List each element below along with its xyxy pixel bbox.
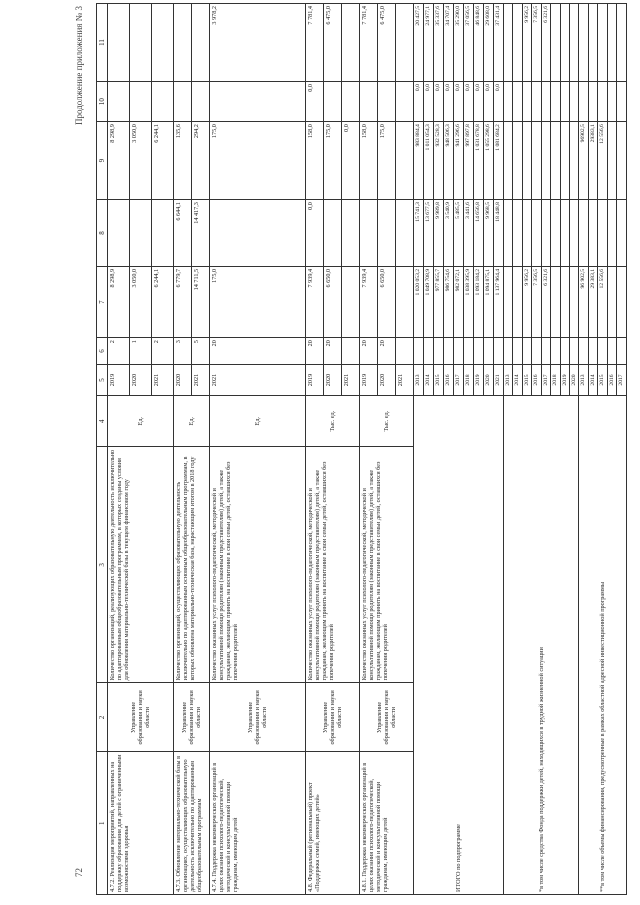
table-cell: 5 485,5 [454,200,464,267]
table-cell: 2016 [607,364,616,395]
table-cell [617,338,626,365]
table-cell: 5 [192,338,210,365]
table-cell [560,266,569,337]
table-cell [541,122,550,200]
table-cell [396,200,414,267]
indicator: Количество организаций, реализующих образовательную деятельность исключительно по адаптированным общеобразовательным программам, в которых созданы условия для обновления материально-технической базы в текущем финансовом году [108,447,174,683]
table-cell: 20 [210,338,306,365]
table-cell [560,4,569,82]
table-cell [588,4,597,82]
table-row [108,4,130,895]
table-cell: 2013 [504,364,513,395]
table-cell: 6 475,0 [378,4,396,82]
table-cell [130,4,152,82]
table-cell [551,122,560,200]
table-cell [588,338,597,365]
table-cell: 7 781,4 [360,4,378,82]
table-cell: 2021 [152,364,174,395]
table-cell: 14 711,5 [192,266,210,337]
table-cell: 12 556,6 [598,122,607,200]
table-cell: 6 244,1 [152,266,174,337]
table-cell: 1 [130,338,152,365]
table-cell [192,4,210,82]
table-cell [474,338,484,365]
table-cell: 14 656,8 [474,200,484,267]
table-cell [551,4,560,82]
table-cell: 135,6 [174,122,192,200]
table-cell: 2016 [532,364,541,395]
table-cell: 948 506,3 [444,122,454,200]
table-cell [396,266,414,337]
table-cell: 2018 [551,364,560,395]
unit: Тыс. ед. [360,396,414,447]
table-cell: 14 417,3 [192,200,210,267]
table-cell [504,338,513,365]
header-cell: 8 [97,200,108,267]
activity-name: 4.7.2. Реализация мероприятий, направленных на поддержку образования для детей с ограниченными возможностями здоровья [108,752,174,895]
table-body [108,4,626,895]
table-cell [378,200,396,267]
table-cell: 2015 [598,364,607,395]
table-cell: 0,0 [434,82,444,122]
program-table [96,3,627,895]
table-cell: 2017 [541,364,550,395]
table-cell: 0,0 [454,82,464,122]
table-cell: 0,0 [494,82,504,122]
table-cell: 9 989,8 [434,200,444,267]
table-cell [434,338,444,365]
table-cell: 3 [174,338,192,365]
fund-row [504,4,513,895]
table-cell: 1 049 708,9 [424,266,434,337]
executor: Управление образования и науки области [306,683,360,752]
table-cell: 1 137 964,4 [494,266,504,337]
table-cell [108,4,130,82]
header-cell: 9 [97,122,108,200]
header-cell: 1 [97,752,108,895]
table-cell: 2020 [378,364,396,395]
table-cell [342,4,360,82]
table-cell: 34 707,4 [444,4,454,82]
page-number: 72 [74,868,84,877]
table-cell [210,200,306,267]
table-cell: 2015 [522,364,531,395]
table-cell [108,82,130,122]
table-cell [513,4,522,82]
table-cell: 2021 [210,364,306,395]
table-cell [513,338,522,365]
table-cell: 13 677,5 [424,200,434,267]
table-row [210,4,306,895]
invest-label: **в том числе объемы финансирования, предусмотренные в рамках областной адресной инвестиционной программы [579,396,626,895]
table-cell: 3 441,6 [464,200,474,267]
table-cell: 2 [152,338,174,365]
unit: Тыс. ед. [306,396,360,447]
table-cell [513,122,522,200]
table-cell [494,338,504,365]
table-cell [598,4,607,82]
table-cell [607,4,616,82]
table-cell: 96 902,5 [579,266,588,337]
table-cell [570,122,579,200]
table-cell [513,82,522,122]
table-cell: 6 321,6 [541,266,550,337]
table-cell [532,122,541,200]
table-cell: 2021 [192,364,210,395]
table-cell [342,338,360,365]
table-cell: 2019 [360,364,378,395]
unit: Ед. [174,396,210,447]
table-cell [560,338,569,365]
table-cell: 9 968,5 [484,200,494,267]
table-cell: 2020 [570,364,579,395]
indicator: Количество оказанных услуг психолого-педагогической, методической и консультативной помощи родителям (законным представителям) детей, а также гражданам, желающим принять на воспитание в свои семьи детей, оставшихся без попечения родителей [306,447,360,683]
table-cell [607,266,616,337]
table-cell [570,4,579,82]
table-cell [504,122,513,200]
table-cell [560,122,569,200]
table-cell: 15 741,3 [414,200,424,267]
table-cell [324,200,342,267]
table-cell: 0,0 [306,200,324,267]
table-cell: 29 608,0 [484,4,494,82]
total-label: ИТОГО по подпрограмме [414,396,504,895]
table-cell: 0,0 [484,82,494,122]
table-cell: 175,0 [210,266,306,337]
table-cell [513,266,522,337]
table-cell [464,338,474,365]
table-cell: 2019 [474,364,484,395]
table-cell: 37 056,5 [464,4,474,82]
table-cell: 2019 [560,364,569,395]
table-cell: 175,0 [324,122,342,200]
activity-name: 4.8.1. Поддержка некоммерческих организаций в целях оказания психолого-педагогической, методической и консультативной помощи гражданам, имеющим детей [360,752,414,895]
table-cell: 158,0 [360,122,378,200]
table-cell: 20 [360,338,378,365]
total-row [414,4,424,895]
table-cell: 1 094 875,1 [484,266,494,337]
table-cell: 2015 [434,364,444,395]
table-cell [152,200,174,267]
table-cell: 2 [108,338,130,365]
table-cell [551,338,560,365]
table-cell [152,82,174,122]
unit: Ед. [108,396,174,447]
table-cell [396,338,414,365]
table-row [360,4,378,895]
table-cell: 2018 [464,364,474,395]
table-cell: 158,0 [306,122,324,200]
table-cell: 2013 [414,364,424,395]
table-cell: 6 650,0 [324,266,342,337]
table-cell [360,200,378,267]
table-cell: 0,0 [424,82,434,122]
table-cell [174,4,192,82]
table-cell [504,4,513,82]
table-cell: 35 337,6 [434,4,444,82]
table-cell: 1 081 684,2 [494,122,504,200]
table-row [174,4,192,895]
table-cell [414,338,424,365]
table-cell: 977 855,7 [434,266,444,337]
indicator: Количество организаций, осуществляющих образовательную деятельность исключительно по адаптированным основным общеобразовательным программам, в которых обновлена материально-техническая база, нарастающим итогом в 2018 году [174,447,210,683]
table-cell [541,200,550,267]
table-cell [504,82,513,122]
table-cell [598,200,607,267]
table-cell [579,82,588,122]
table-cell [513,200,522,267]
table-cell: 6 475,0 [324,4,342,82]
table-cell: 2020 [130,364,152,395]
table-cell: 24 977,1 [424,4,434,82]
table-cell [560,82,569,122]
executor: Управление образования и науки области [210,683,306,752]
table-cell [532,338,541,365]
table-cell: 175,0 [378,122,396,200]
table-cell [560,200,569,267]
table-row [306,4,324,895]
table-cell: 20 [378,338,396,365]
table-cell [607,200,616,267]
table-cell: 0,0 [464,82,474,122]
table-cell: 7 356,5 [532,266,541,337]
table-cell [396,4,414,82]
table-cell: 982 072,1 [454,266,464,337]
table-cell: 96902,5 [579,122,588,200]
executor: Управление образования и науки области [360,683,414,752]
table-cell [522,200,531,267]
table-cell: 9 956,2 [522,266,531,337]
table-cell [551,200,560,267]
table-cell [570,338,579,365]
table-cell [342,82,360,122]
activity-name: 4.7.3. Обновление материально-технической базы в организациях, осуществляющих образовательную деятельность исключительно по адаптированным общеобразовательным программам [174,752,210,895]
table-cell: 3 978,2 [210,4,306,82]
table-cell: 2020 [324,364,342,395]
table-cell: 9 956,2 [522,4,531,82]
table-cell [607,122,616,200]
table-cell: 2020 [174,364,192,395]
table-cell: 2021 [396,364,414,395]
table-cell [551,266,560,337]
table-cell [532,200,541,267]
table-cell [108,200,130,267]
table-cell: 0,0 [342,122,360,200]
table-cell: 2020 [484,364,494,395]
executor: Управление образования и науки области [108,683,174,752]
table-cell: 2017 [454,364,464,395]
table-cell: 8 298,9 [108,266,130,337]
invest-row [579,4,588,895]
table-cell: 2013 [579,364,588,395]
unit: Ед. [210,396,306,447]
header-cell: 3 [97,447,108,683]
table-cell: 2014 [424,364,434,395]
table-cell [130,200,152,267]
table-cell: 2017 [617,364,626,395]
table-cell: 3 050,0 [130,266,152,337]
table-cell: 986 754,6 [444,266,454,337]
table-cell: 8 298,9 [108,122,130,200]
table-cell [454,338,464,365]
table-cell [588,200,597,267]
table-cell: 932 528,3 [434,122,444,200]
table-cell [504,266,513,337]
appendix-label: Продолжение приложения № 3 [74,6,84,126]
table-cell [617,4,626,82]
table-cell [570,200,579,267]
table-cell [396,122,414,200]
table-cell [598,82,607,122]
table-cell: 6 321,6 [541,4,550,82]
table-cell [378,82,396,122]
table-cell: 46 848,6 [474,4,484,82]
table-cell: 1 020 053,2 [414,266,424,337]
header-cell: 2 [97,683,108,752]
header-cell: 11 [97,4,108,82]
table-cell: 12 556,6 [598,266,607,337]
indicator: Количество оказанных услуг психолого-педагогической, методической и консультативной помощи родителям (законным представителям) детей, а также гражданам, желающим принять на воспитание в свои семьи детей, оставшихся без попечения родителей [210,447,306,683]
table-cell [541,338,550,365]
table-cell [130,82,152,122]
table-cell: 37 431,4 [494,4,504,82]
table-cell: 6 644,1 [174,200,192,267]
table-cell [444,338,454,365]
table-cell: 1 055 298,6 [484,122,494,200]
table-cell: 0,0 [444,82,454,122]
table-cell: 2014 [588,364,597,395]
table-cell [396,82,414,122]
table-cell [522,338,531,365]
table-cell: 6 650,0 [378,266,396,337]
fund-label: *в том числе средства Фонда поддержки детей, находящихся в трудной жизненной ситуации [504,396,579,895]
activity-name: 4.7.4. Поддержка некоммерческих организаций в целях оказания психолого-педагогической, методической и консультативной помощи гражданам, имеющим детей [210,752,306,895]
table-cell [617,82,626,122]
table-cell: 2014 [513,364,522,395]
table-cell: 2019 [108,364,130,395]
table-cell: 3 540,9 [444,200,454,267]
header-cell: 6 [97,338,108,365]
table-cell [532,82,541,122]
table-cell: 6 244,1 [152,122,174,200]
activity-name: 4.8. Федеральный (региональный) проект «Поддержка семей, имеющих детей» [306,752,360,895]
table-cell: 983 884,4 [414,122,424,200]
table-cell: 2019 [306,364,324,395]
table-cell: 2021 [494,364,504,395]
table-cell [579,4,588,82]
header-cell: 5 [97,364,108,395]
executor: Управление образования и науки области [174,683,210,752]
header-cell: 7 [97,266,108,337]
table-cell: 20 [306,338,324,365]
table-cell [570,82,579,122]
header-cell: 4 [97,396,108,447]
table-cell [551,82,560,122]
table-cell: 7 356,5 [532,4,541,82]
header-row [97,4,108,895]
table-cell: 3 050,0 [130,122,152,200]
table-cell: 0,0 [414,82,424,122]
table-cell [579,338,588,365]
table-cell: 0,0 [474,82,484,122]
table-cell: 0,0 [306,82,324,122]
table-cell [342,200,360,267]
table-cell [588,82,597,122]
table-cell [607,82,616,122]
table-cell [617,200,626,267]
table-cell [522,122,531,200]
table-cell [424,338,434,365]
indicator: Количество оказанных услуг психолого-педагогической, методической и консультативной помощи родителям (законным представителям) детей, а также гражданам, желающим принять на воспитание в свои семьи детей, оставшихся без попечения родителей [360,447,414,683]
table-cell: 1 011 054,3 [424,122,434,200]
table-cell: 175,0 [210,122,306,200]
table-cell [192,82,210,122]
table-cell: 6 779,7 [174,266,192,337]
table-cell: 18 448,8 [494,200,504,267]
table-cell: 2021 [342,364,360,395]
table-cell: 29383,1 [588,122,597,200]
table-cell: 1 038 395,9 [464,266,474,337]
table-cell: 20 427,5 [414,4,424,82]
table-cell: 1 093 184,2 [474,266,484,337]
table-cell [342,266,360,337]
table-cell: 20 [324,338,342,365]
table-cell [617,122,626,200]
table-cell: 2016 [444,364,454,395]
table-cell: 35 290,0 [454,4,464,82]
table-cell: 7 939,4 [360,266,378,337]
table-cell [324,82,342,122]
table-cell: 997 897,8 [464,122,474,200]
table-cell [484,338,494,365]
table-cell: 7 939,4 [306,266,324,337]
table-cell [174,82,192,122]
table-cell [210,82,306,122]
table-cell [607,338,616,365]
table-cell [617,266,626,337]
table-cell: 29 383,1 [588,266,597,337]
table-cell [570,266,579,337]
table-cell [598,338,607,365]
table-cell [541,82,550,122]
table-cell [579,200,588,267]
table-cell [360,82,378,122]
table-cell [152,4,174,82]
table-cell: 941 296,6 [454,122,464,200]
table-cell: 7 781,4 [306,4,324,82]
table-cell: 1 031 678,8 [474,122,484,200]
table-cell: 294,2 [192,122,210,200]
header-cell: 10 [97,82,108,122]
table-cell [522,82,531,122]
table-cell [504,200,513,267]
